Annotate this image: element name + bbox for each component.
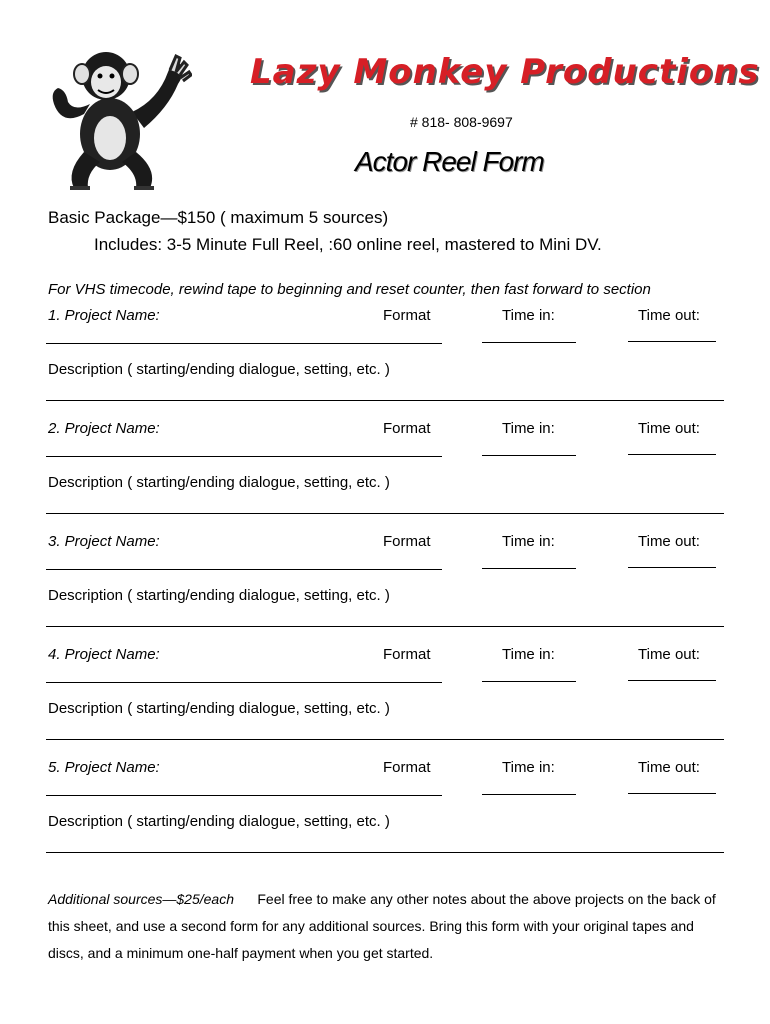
project-name-field[interactable] <box>46 456 442 457</box>
basic-package-text: Basic Package—$150 ( maximum 5 sources) <box>48 208 389 227</box>
description-label: Description ( starting/ending dialogue, setting, etc. ) <box>48 361 390 378</box>
time-in-field[interactable] <box>482 455 576 456</box>
vhs-instructions: For VHS timecode, rewind tape to beginning and reset counter, then fast forward to section <box>48 281 651 298</box>
time-out-label: Time out: <box>638 307 700 324</box>
format-label: Format <box>383 533 431 550</box>
project-name-field[interactable] <box>46 569 442 570</box>
project-name-label: 2. Project Name: <box>48 420 160 437</box>
time-in-field[interactable] <box>482 342 576 343</box>
project-name-field[interactable] <box>46 343 442 344</box>
page-title: Actor Reel Form <box>355 146 544 177</box>
project-name-label: 3. Project Name: <box>48 533 160 550</box>
time-out-label: Time out: <box>638 646 700 663</box>
time-out-label: Time out: <box>638 759 700 776</box>
description-field[interactable] <box>46 852 724 853</box>
time-in-label: Time in: <box>502 759 555 776</box>
description-field[interactable] <box>46 626 724 627</box>
project-name-field[interactable] <box>46 682 442 683</box>
project-name-label: 5. Project Name: <box>48 759 160 776</box>
footer-notes <box>48 886 728 967</box>
format-label: Format <box>383 307 431 324</box>
footer-notes-text: Feel free to make any other notes about the above projects on the back of this sheet, and use a second form for any additional sources. Bring this form with your original tapes and discs, and a minimum one-half payment when you get started. <box>48 891 716 961</box>
phone-number: # 818- 808-9697 <box>410 114 513 130</box>
description-field[interactable] <box>46 513 724 514</box>
time-in-field[interactable] <box>482 794 576 795</box>
description-field[interactable] <box>46 739 724 740</box>
time-out-field[interactable] <box>628 567 716 568</box>
description-field[interactable] <box>46 400 724 401</box>
time-in-label: Time in: <box>502 420 555 437</box>
format-label: Format <box>383 646 431 663</box>
project-name-label: 1. Project Name: <box>48 307 160 324</box>
additional-sources-text: Additional sources—$25/each <box>48 891 235 907</box>
project-name-label: 4. Project Name: <box>48 646 160 663</box>
format-label: Format <box>383 759 431 776</box>
time-out-field[interactable] <box>628 793 716 794</box>
package-includes-text: Includes: 3-5 Minute Full Reel, :60 online reel, mastered to Mini DV. <box>94 235 602 254</box>
project-name-field[interactable] <box>46 795 442 796</box>
time-out-label: Time out: <box>638 533 700 550</box>
time-in-label: Time in: <box>502 307 555 324</box>
time-out-field[interactable] <box>628 680 716 681</box>
time-out-field[interactable] <box>628 341 716 342</box>
description-label: Description ( starting/ending dialogue, setting, etc. ) <box>48 813 390 830</box>
time-out-label: Time out: <box>638 420 700 437</box>
time-out-field[interactable] <box>628 454 716 455</box>
time-in-label: Time in: <box>502 533 555 550</box>
format-label: Format <box>383 420 431 437</box>
monkey-logo <box>40 42 192 194</box>
brand-logo: Lazy Monkey Productions <box>250 52 760 92</box>
time-in-field[interactable] <box>482 681 576 682</box>
time-in-field[interactable] <box>482 568 576 569</box>
description-label: Description ( starting/ending dialogue, setting, etc. ) <box>48 587 390 604</box>
description-label: Description ( starting/ending dialogue, setting, etc. ) <box>48 700 390 717</box>
description-label: Description ( starting/ending dialogue, setting, etc. ) <box>48 474 390 491</box>
time-in-label: Time in: <box>502 646 555 663</box>
